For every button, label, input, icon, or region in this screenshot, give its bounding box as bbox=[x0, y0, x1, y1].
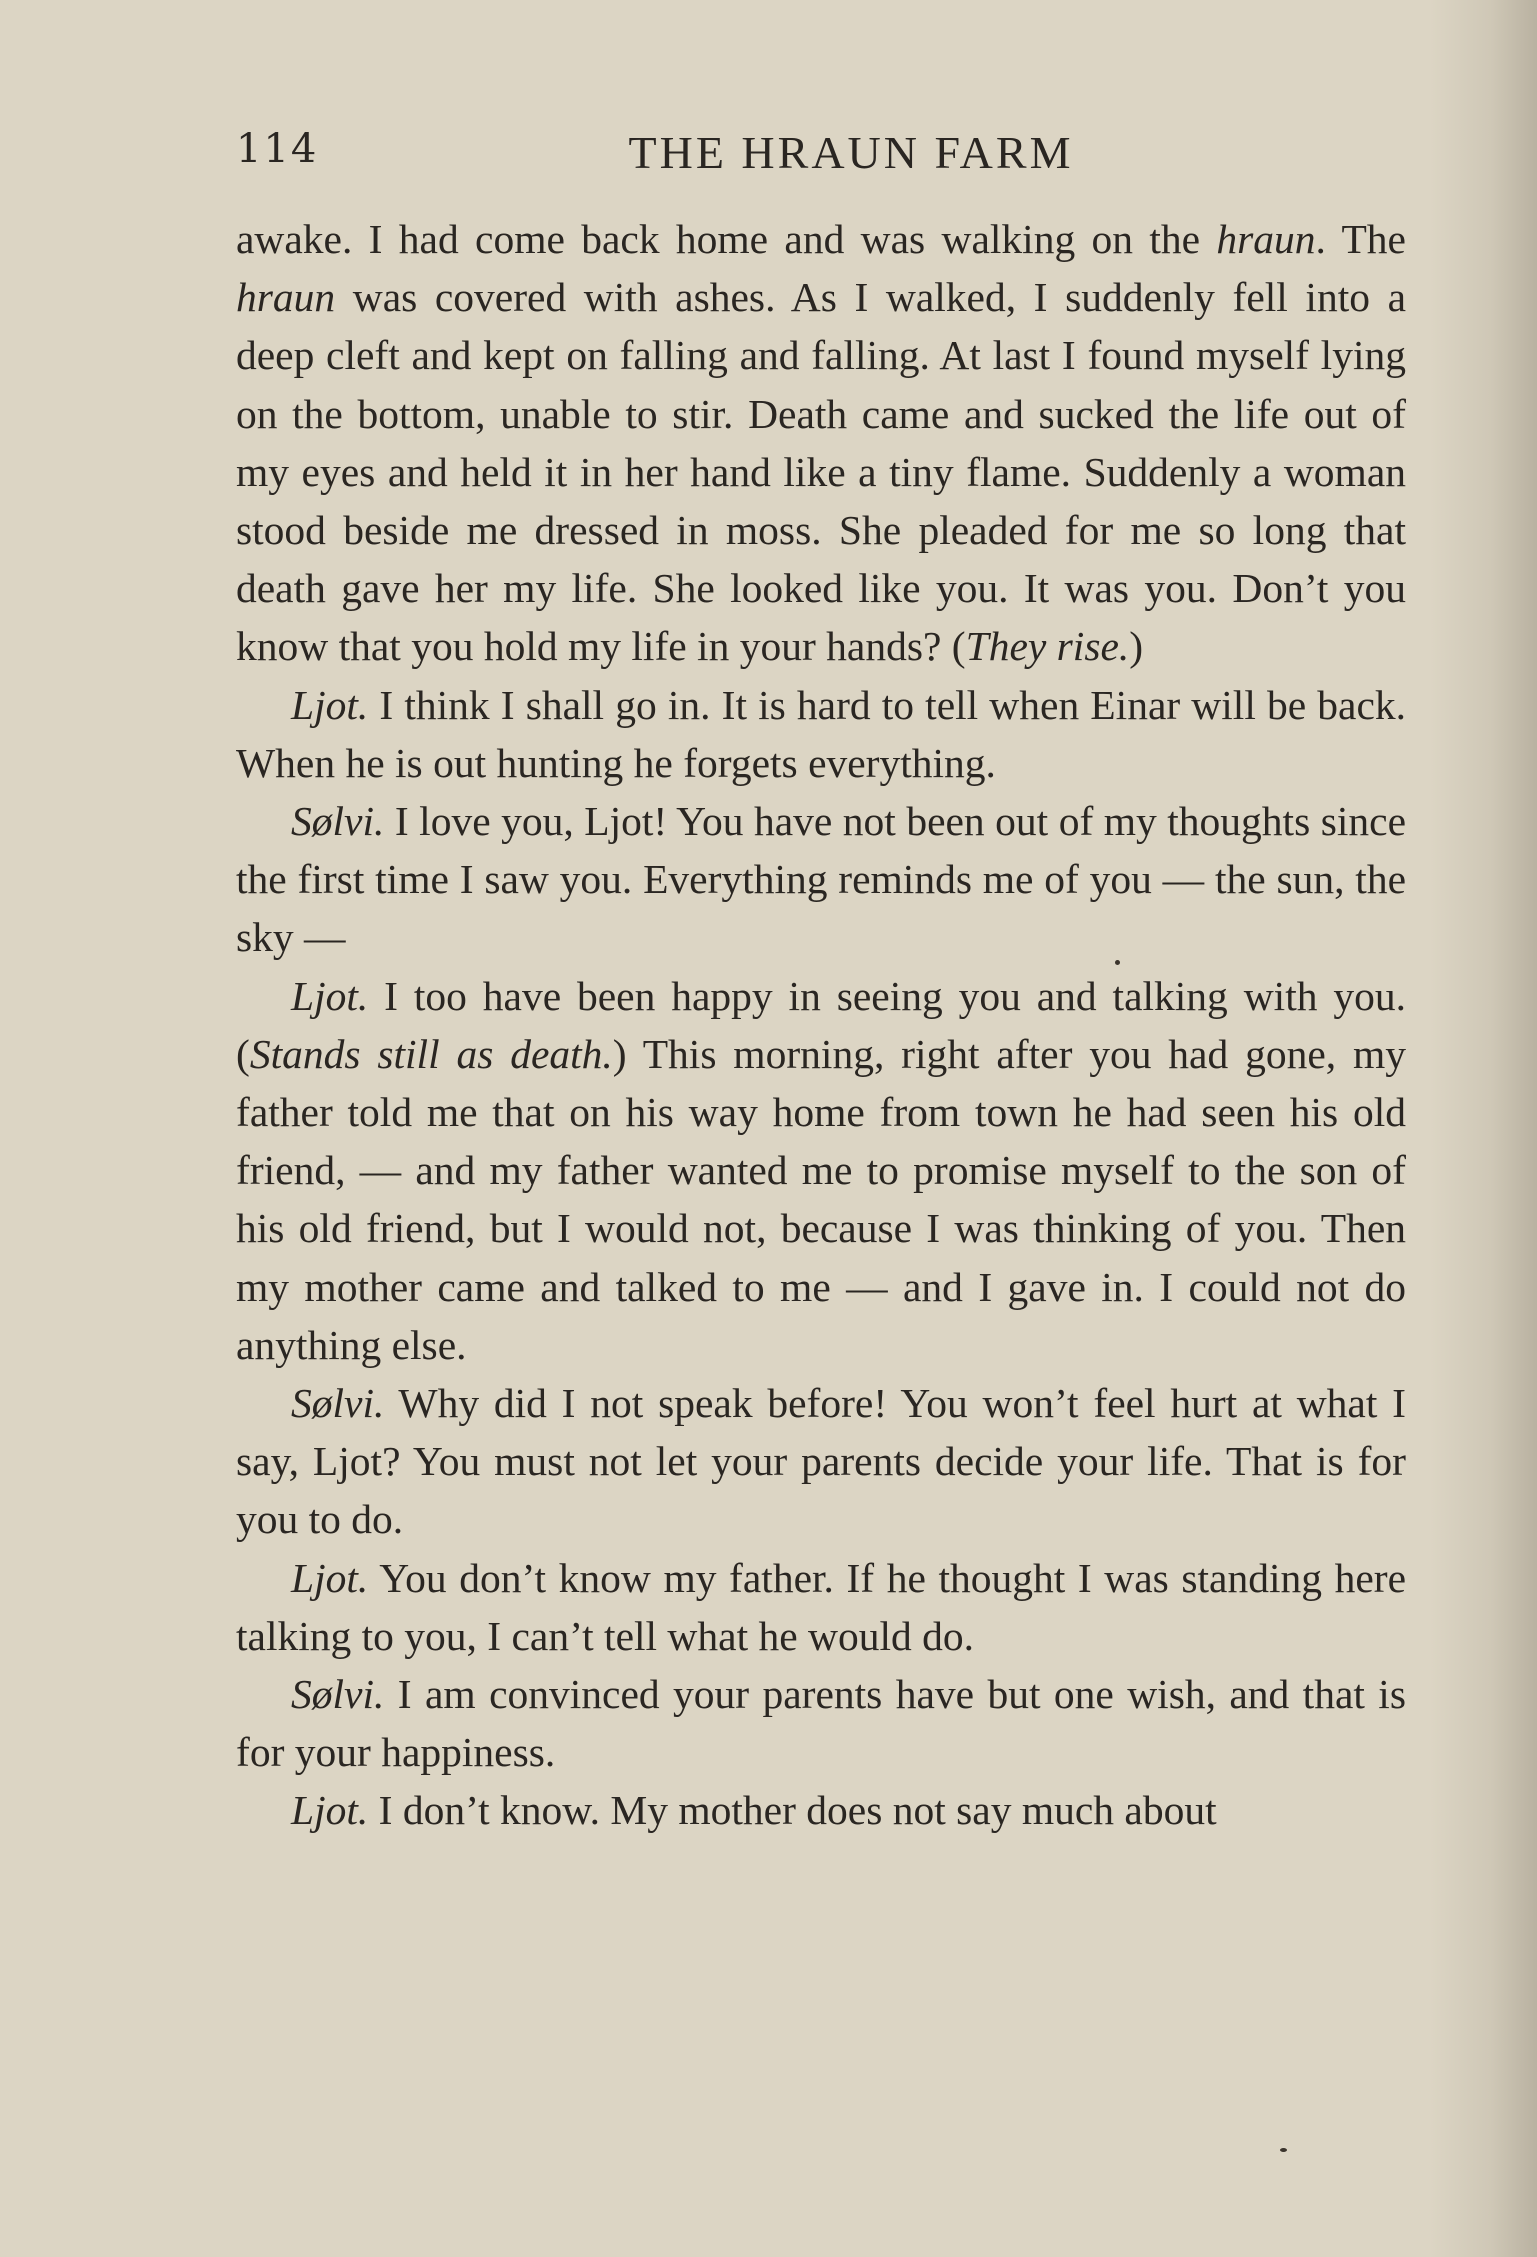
text-run: I don’t know. My mother does not say much about bbox=[368, 1787, 1217, 1834]
paragraph bbox=[236, 676, 1406, 792]
italic-text: hraun bbox=[236, 274, 336, 321]
text-run: I love you, Ljot! You have not been out of my thoughts since the first time I saw you. Everything reminds me of you — the sun, the sky — bbox=[236, 798, 1406, 961]
text-run: ) This morning, right after you had gone, my father told me that on his way home from town he had seen his old friend, — and my father wanted me to promise myself to the son of his old friend, but I would not, because I was thinking of you. Then my mother came and talked to me — and I gave in. I could not do anything else. bbox=[236, 1030, 1406, 1368]
paragraph bbox=[236, 1549, 1406, 1665]
italic-text: Ljot. bbox=[291, 1787, 369, 1834]
text-run: I am convinced your parents have but one wish, and that is for your happiness. bbox=[236, 1671, 1406, 1776]
paragraph bbox=[236, 210, 1406, 676]
italic-text: Ljot. bbox=[291, 681, 369, 728]
text-run: ) bbox=[1129, 623, 1144, 670]
paragraph bbox=[236, 1781, 1406, 1839]
paragraph bbox=[236, 1665, 1406, 1781]
text-run: I too have been happy in seeing you and talking with you. ( bbox=[236, 972, 1406, 1077]
text-run: ( bbox=[951, 623, 966, 670]
text-run: Why did I not speak before! You won’t feel hurt at what I say, Ljot? You must not let your parents decide your life. That is for you to do. bbox=[236, 1380, 1406, 1543]
ink-speck bbox=[1115, 960, 1120, 965]
page-number: 114 bbox=[236, 126, 319, 172]
italic-text: Ljot. bbox=[291, 972, 369, 1019]
paragraph bbox=[236, 967, 1406, 1374]
text-run: I think I shall go in. It is hard to tell when Einar will be back. When he is out hunting he forgets everything. bbox=[236, 681, 1406, 786]
running-head: THE HRAUN FARM bbox=[628, 127, 1074, 178]
italic-text: Stands still as death. bbox=[249, 1030, 613, 1077]
italic-text: hraun bbox=[1216, 216, 1316, 262]
body-text bbox=[236, 210, 1406, 1840]
text-run: awake. I had come back home and was walking on the bbox=[236, 216, 1217, 262]
ink-speck bbox=[1280, 2148, 1287, 2152]
text-run: was covered with ashes. As I walked, I suddenly fell into a deep cleft and kept on falling and falling. At last I found myself lying on the bottom, unable to stir. Death came and sucked the life out of my eyes and held it in her hand like a tiny flame. Suddenly a woman stood beside me dressed in moss. She pleaded for me so long that death gave her my life. She looked like you. It was you. Don’t you know that you hold my life in your hands? bbox=[236, 274, 1406, 670]
page-header bbox=[236, 126, 1406, 186]
paragraph bbox=[236, 1374, 1406, 1549]
text-run: . The bbox=[1315, 216, 1406, 262]
italic-text: Sølvi. bbox=[291, 1671, 385, 1718]
italic-text: Sølvi. bbox=[291, 798, 385, 845]
paragraph bbox=[236, 792, 1406, 967]
italic-text: Sølvi. bbox=[291, 1380, 385, 1427]
italic-text: They rise. bbox=[965, 623, 1130, 670]
italic-text: Ljot. bbox=[291, 1554, 369, 1601]
text-run: You don’t know my father. If he thought I was standing here talking to you, I can’t tell what he would do. bbox=[236, 1554, 1406, 1659]
